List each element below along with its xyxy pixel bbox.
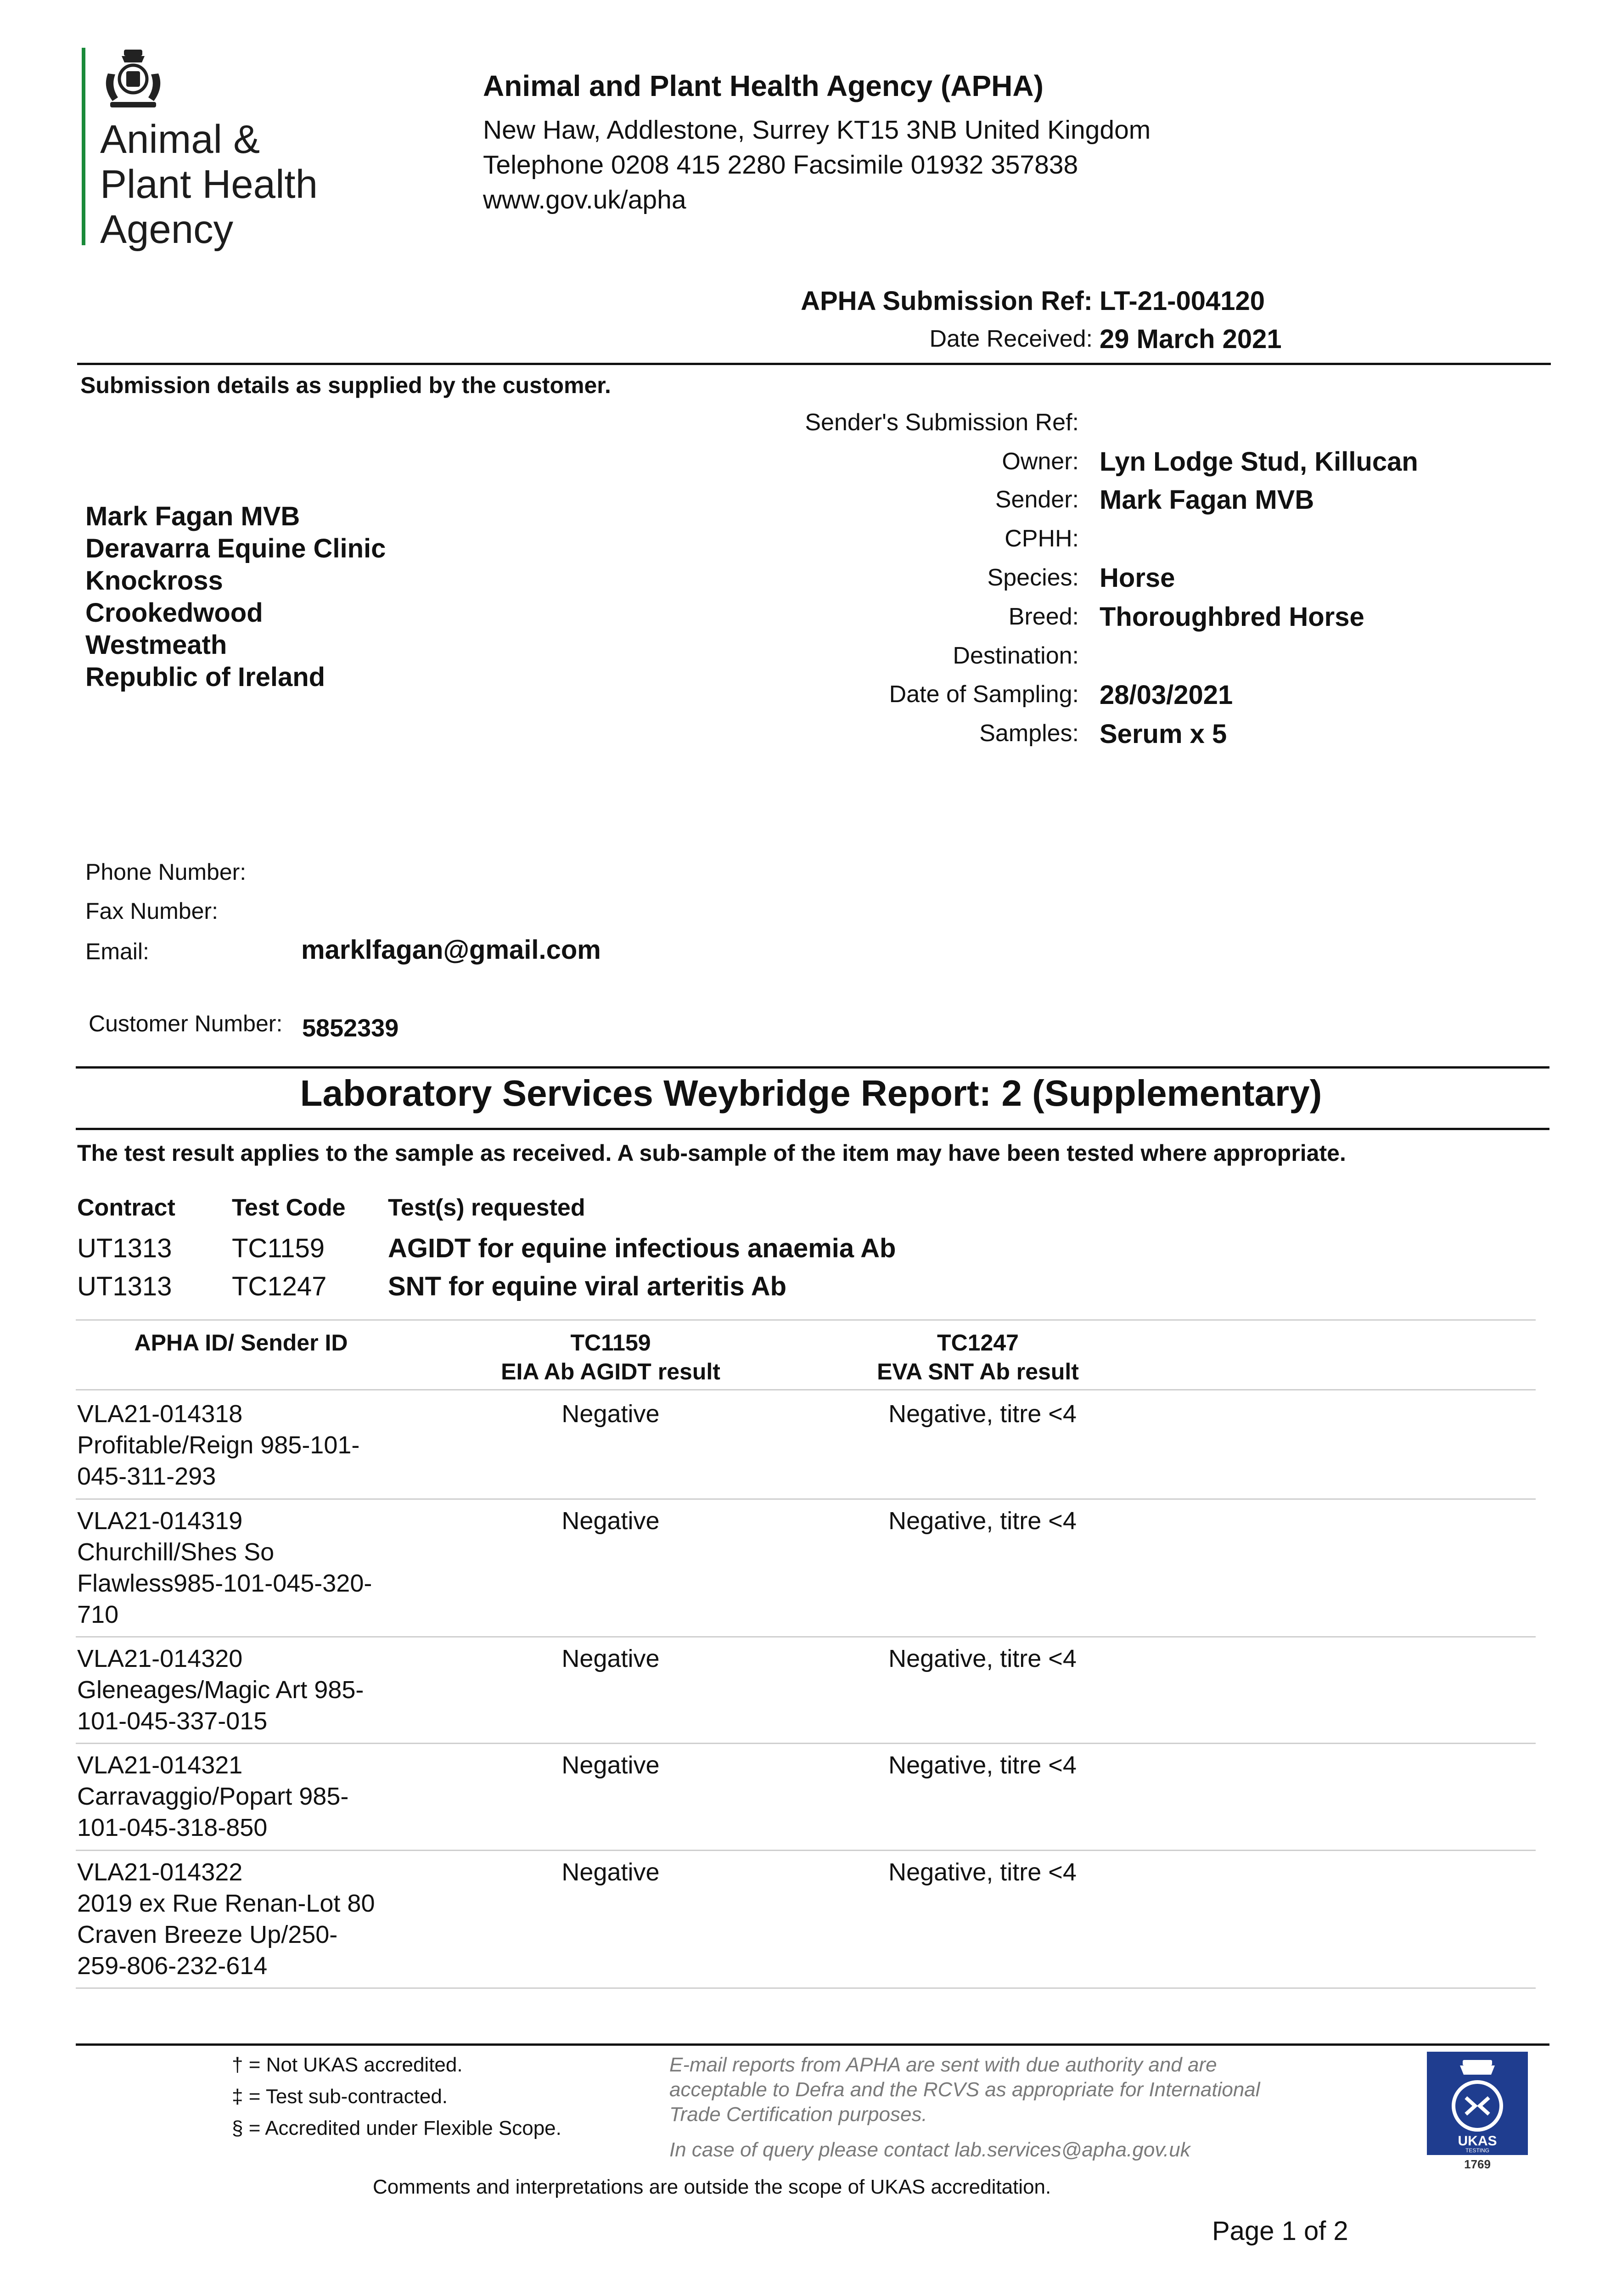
sender-id-line: 101-045-318-850 <box>77 1814 268 1841</box>
table-row-id <box>77 1398 359 1492</box>
sender-id-line: 045-311-293 <box>77 1463 216 1490</box>
eia-result: Negative <box>561 1858 660 1886</box>
sender-id-line: 101-045-337-015 <box>77 1707 268 1735</box>
eva-result: Negative, titre <4 <box>888 1751 1077 1779</box>
email-value[interactable]: marklfagan@gmail.com <box>301 935 601 965</box>
submission-ref-value: LT-21-004120 <box>1100 286 1265 316</box>
table-row-rule <box>76 1850 1536 1851</box>
eia-result: Negative <box>561 1400 660 1428</box>
date-received-value: 29 March 2021 <box>1100 324 1282 354</box>
sender-id-line: Gleneages/Magic Art 985- <box>77 1676 364 1704</box>
page-number: Page 1 of 2 <box>1212 2216 1348 2246</box>
ukas-sub: TESTING <box>1465 2147 1489 2154</box>
eia-result: Negative <box>561 1645 660 1672</box>
eva-result: Negative, titre <4 <box>888 1645 1077 1672</box>
agency-address: New Haw, Addlestone, Surrey KT15 3NB United Kingdom <box>483 115 1151 145</box>
ukas-badge <box>1427 2052 1528 2173</box>
eva-result: Negative, titre <4 <box>888 1858 1077 1886</box>
logo-accent-bar <box>82 48 85 245</box>
request-contract: UT1313 <box>77 1233 172 1263</box>
detail-label: Sender: <box>995 486 1079 513</box>
address-line: Mark Fagan MVB <box>85 501 300 531</box>
address-line: Knockross <box>85 566 223 596</box>
email-report-note <box>669 2053 1260 2127</box>
results-eia-code-header: TC1159 <box>570 1330 651 1356</box>
sender-id-line: Profitable/Reign 985-101- <box>77 1431 360 1459</box>
sender-id-line: 710 <box>77 1601 119 1628</box>
samples-value: Serum x 5 <box>1100 719 1227 749</box>
species-value: Horse <box>1100 563 1175 593</box>
detail-label: Samples: <box>979 720 1079 747</box>
detail-label: CPHH: <box>1005 525 1079 552</box>
results-eva-name-header: EVA SNT Ab result <box>877 1359 1079 1384</box>
detail-label: Destination: <box>953 642 1079 669</box>
request-test-name: SNT for equine viral arteritis Ab <box>388 1272 787 1301</box>
sample-id: VLA21-014318 <box>77 1400 243 1428</box>
customer-number-value: 5852339 <box>302 1014 399 1042</box>
accreditation-legend <box>232 2049 561 2144</box>
table-row-rule <box>76 1498 1536 1500</box>
contract-header: Contract <box>77 1194 175 1221</box>
title-top-rule <box>76 1066 1549 1069</box>
logo-line: Plant Health <box>100 162 318 207</box>
test-code-header: Test Code <box>232 1194 346 1221</box>
sender-id-line: Churchill/Shes So <box>77 1538 275 1566</box>
note-line: acceptable to Defra and the RCVS as appropriate for International <box>669 2078 1260 2101</box>
submission-ref-label: APHA Submission Ref: <box>801 286 1093 316</box>
detail-label: Sender's Submission Ref: <box>805 409 1079 436</box>
sample-id: VLA21-014322 <box>77 1858 243 1886</box>
detail-label: Breed: <box>1008 603 1079 630</box>
eva-result: Negative, titre <4 <box>888 1507 1077 1535</box>
detail-label: Date of Sampling: <box>889 681 1079 708</box>
table-header-rule <box>76 1389 1536 1390</box>
date-received-label: Date Received: <box>929 326 1093 352</box>
request-test-code: TC1247 <box>232 1272 327 1301</box>
title-bottom-rule <box>76 1128 1549 1130</box>
request-test-name: AGIDT for equine infectious anaemia Ab <box>388 1233 896 1263</box>
note-line: Trade Certification purposes. <box>669 2103 927 2126</box>
table-row-id <box>77 1643 364 1737</box>
detail-label: Species: <box>987 564 1079 591</box>
sender-id-line: 259-806-232-614 <box>77 1952 268 1980</box>
eia-result: Negative <box>561 1507 660 1535</box>
breed-value: Thoroughbred Horse <box>1100 602 1364 632</box>
eva-result: Negative, titre <4 <box>888 1400 1077 1428</box>
sample-id: VLA21-014320 <box>77 1645 243 1672</box>
tests-requested-header: Test(s) requested <box>388 1194 585 1221</box>
logo-line: Animal & <box>100 117 260 162</box>
results-eva-code-header: TC1247 <box>937 1330 1019 1356</box>
customer-number-label: Customer Number: <box>89 1011 283 1036</box>
sample-id: VLA21-014319 <box>77 1507 243 1535</box>
table-row-id <box>77 1857 375 1981</box>
sample-id: VLA21-014321 <box>77 1751 243 1779</box>
owner-value: Lyn Lodge Stud, Killucan <box>1100 447 1418 477</box>
detail-label: Owner: <box>1002 448 1079 475</box>
report-title: Laboratory Services Weybridge Report: 2 (Supplementary) <box>300 1073 1322 1114</box>
table-row-id <box>77 1505 372 1630</box>
legend-line: § = Accredited under Flexible Scope. <box>232 2117 561 2139</box>
table-row-rule <box>76 1636 1536 1638</box>
address-line: Republic of Ireland <box>85 662 326 692</box>
sampling-date-value: 28/03/2021 <box>1100 680 1233 710</box>
eia-result: Negative <box>561 1751 660 1779</box>
address-line: Westmeath <box>85 630 227 660</box>
sender-id-line: Carravaggio/Popart 985- <box>77 1783 349 1810</box>
table-row-rule <box>76 1743 1536 1744</box>
address-line: Crookedwood <box>85 598 263 628</box>
results-id-header: APHA ID/ Sender ID <box>134 1330 348 1356</box>
sender-id-line: Craven Breeze Up/250- <box>77 1921 338 1948</box>
request-contract: UT1313 <box>77 1272 172 1301</box>
phone-label: Phone Number: <box>85 859 247 885</box>
agency-website[interactable]: www.gov.uk/apha <box>483 185 686 214</box>
table-bottom-rule <box>76 1987 1536 1989</box>
ukas-label: UKAS <box>1458 2133 1497 2149</box>
sender-id-line: Flawless985-101-045-320- <box>77 1570 372 1597</box>
sender-value: Mark Fagan MVB <box>1100 485 1314 515</box>
header-divider <box>77 363 1551 365</box>
logo-line: Agency <box>100 207 234 252</box>
note-line: E-mail reports from APHA are sent with due authority and are <box>669 2054 1217 2076</box>
legend-line: ‡ = Test sub-contracted. <box>232 2085 448 2108</box>
agency-telephone: Telephone 0208 415 2280 Facsimile 01932 357838 <box>483 150 1078 180</box>
royal-crest-icon <box>99 46 168 113</box>
email-label: Email: <box>85 939 149 964</box>
address-line: Deravarra Equine Clinic <box>85 534 386 563</box>
request-test-code: TC1159 <box>232 1233 325 1263</box>
ukas-comments: Comments and interpretations are outside the scope of UKAS accreditation. <box>373 2176 1051 2198</box>
ukas-number: 1769 <box>1464 2157 1491 2171</box>
agency-logo-text <box>100 117 318 252</box>
report-note: The test result applies to the sample as received. A sub-sample of the item may have been tested where appropriate. <box>77 1140 1346 1166</box>
table-top-rule <box>76 1319 1536 1321</box>
sender-id-line: 2019 ex Rue Renan-Lot 80 <box>77 1890 375 1917</box>
customer-address <box>85 501 386 693</box>
legend-line: † = Not UKAS accredited. <box>232 2054 463 2076</box>
query-contact: In case of query please contact lab.services@apha.gov.uk <box>669 2138 1190 2161</box>
submission-details-note: Submission details as supplied by the customer. <box>80 372 611 398</box>
results-eia-name-header: EIA Ab AGIDT result <box>501 1359 720 1384</box>
fax-label: Fax Number: <box>85 898 218 924</box>
agency-name: Animal and Plant Health Agency (APHA) <box>483 69 1044 102</box>
footer-rule <box>76 2043 1549 2046</box>
table-row-id <box>77 1750 348 1843</box>
